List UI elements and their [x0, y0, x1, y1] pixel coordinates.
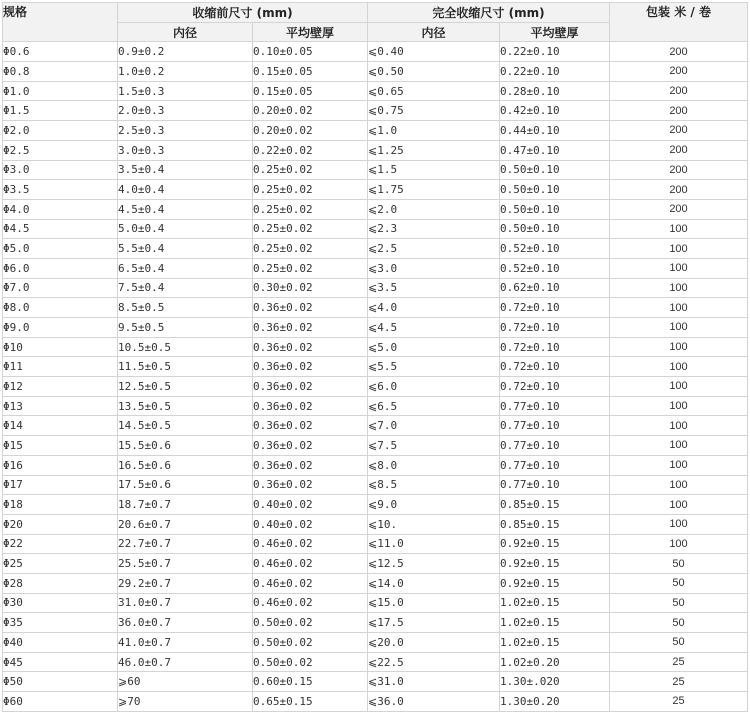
cell-inner-diameter-after: ⩽14.0: [368, 573, 500, 593]
cell-wall-thickness-after: 0.92±0.15: [500, 534, 610, 554]
table-row: [3, 298, 748, 318]
cell-wall-thickness-after: 0.77±0.10: [500, 455, 610, 475]
table-row: [3, 534, 748, 554]
cell-inner-diameter-after: ⩽4.0: [368, 298, 500, 318]
cell-inner-diameter-after: ⩽20.0: [368, 633, 500, 653]
cell-packaging: 100: [610, 318, 748, 338]
cell-spec: Φ28: [3, 573, 118, 593]
cell-inner-diameter-before: 1.0±0.2: [118, 62, 253, 82]
cell-inner-diameter-after: ⩽2.3: [368, 219, 500, 239]
cell-inner-diameter-before: 22.7±0.7: [118, 534, 253, 554]
table-row: [3, 692, 748, 712]
cell-spec: Φ1.5: [3, 101, 118, 121]
cell-wall-thickness-after: 0.52±0.10: [500, 258, 610, 278]
cell-inner-diameter-before: 3.0±0.3: [118, 140, 253, 160]
cell-inner-diameter-before: 7.5±0.4: [118, 278, 253, 298]
cell-spec: Φ8.0: [3, 298, 118, 318]
cell-wall-thickness-after: 1.30±.020: [500, 672, 610, 692]
cell-wall-thickness-after: 0.52±0.10: [500, 239, 610, 259]
cell-spec: Φ20: [3, 514, 118, 534]
cell-inner-diameter-before: 29.2±0.7: [118, 573, 253, 593]
cell-spec: Φ2.5: [3, 140, 118, 160]
table-row: [3, 652, 748, 672]
cell-packaging: 100: [610, 298, 748, 318]
table-header: [3, 3, 748, 42]
cell-packaging: 100: [610, 357, 748, 377]
cell-wall-thickness-after: 0.72±0.10: [500, 298, 610, 318]
cell-wall-thickness-before: 0.36±0.02: [253, 377, 368, 397]
cell-packaging: 200: [610, 140, 748, 160]
table-row: [3, 573, 748, 593]
cell-inner-diameter-before: 8.5±0.5: [118, 298, 253, 318]
cell-inner-diameter-after: ⩽12.5: [368, 554, 500, 574]
cell-inner-diameter-after: ⩽6.0: [368, 377, 500, 397]
cell-wall-thickness-before: 0.46±0.02: [253, 534, 368, 554]
table-row: [3, 140, 748, 160]
cell-packaging: 50: [610, 613, 748, 633]
header-wall-before: 平均壁厚: [253, 22, 368, 42]
cell-wall-thickness-after: 1.30±0.20: [500, 692, 610, 712]
cell-wall-thickness-after: 0.77±0.10: [500, 396, 610, 416]
cell-wall-thickness-before: 0.46±0.02: [253, 593, 368, 613]
cell-spec: Φ5.0: [3, 239, 118, 259]
cell-packaging: 50: [610, 593, 748, 613]
cell-inner-diameter-after: ⩽3.5: [368, 278, 500, 298]
cell-inner-diameter-after: ⩽2.5: [368, 239, 500, 259]
cell-wall-thickness-after: 0.50±0.10: [500, 199, 610, 219]
cell-packaging: 200: [610, 121, 748, 141]
cell-wall-thickness-before: 0.25±0.02: [253, 199, 368, 219]
cell-packaging: 100: [610, 278, 748, 298]
table-row: [3, 514, 748, 534]
table-row: [3, 593, 748, 613]
cell-inner-diameter-before: 0.9±0.2: [118, 42, 253, 62]
cell-packaging: 50: [610, 633, 748, 653]
header-packaging: 包装 米 / 卷: [610, 3, 748, 42]
table-row: [3, 81, 748, 101]
cell-spec: Φ22: [3, 534, 118, 554]
cell-packaging: 100: [610, 455, 748, 475]
cell-spec: Φ6.0: [3, 258, 118, 278]
table-row: [3, 633, 748, 653]
cell-inner-diameter-before: 16.5±0.6: [118, 455, 253, 475]
cell-wall-thickness-before: 0.22±0.02: [253, 140, 368, 160]
cell-packaging: 100: [610, 258, 748, 278]
cell-inner-diameter-after: ⩽3.0: [368, 258, 500, 278]
cell-packaging: 100: [610, 475, 748, 495]
cell-inner-diameter-before: ⩾70: [118, 692, 253, 712]
cell-spec: Φ14: [3, 416, 118, 436]
cell-wall-thickness-before: 0.36±0.02: [253, 475, 368, 495]
cell-wall-thickness-before: 0.10±0.05: [253, 42, 368, 62]
cell-packaging: 200: [610, 199, 748, 219]
cell-packaging: 200: [610, 42, 748, 62]
cell-wall-thickness-after: 0.72±0.10: [500, 318, 610, 338]
cell-spec: Φ15: [3, 436, 118, 456]
table-row: [3, 121, 748, 141]
cell-wall-thickness-after: 0.72±0.10: [500, 357, 610, 377]
cell-inner-diameter-after: ⩽31.0: [368, 672, 500, 692]
cell-inner-diameter-before: 18.7±0.7: [118, 495, 253, 515]
cell-spec: Φ11: [3, 357, 118, 377]
cell-inner-diameter-before: 2.5±0.3: [118, 121, 253, 141]
cell-wall-thickness-before: 0.20±0.02: [253, 121, 368, 141]
cell-wall-thickness-before: 0.60±0.15: [253, 672, 368, 692]
table-row: [3, 495, 748, 515]
cell-wall-thickness-before: 0.25±0.02: [253, 258, 368, 278]
cell-inner-diameter-before: 41.0±0.7: [118, 633, 253, 653]
header-before-shrink: 收缩前尺寸 (mm): [118, 3, 368, 23]
cell-packaging: 25: [610, 652, 748, 672]
cell-inner-diameter-after: ⩽17.5: [368, 613, 500, 633]
cell-inner-diameter-after: ⩽0.75: [368, 101, 500, 121]
cell-spec: Φ2.0: [3, 121, 118, 141]
cell-inner-diameter-after: ⩽11.0: [368, 534, 500, 554]
cell-wall-thickness-before: 0.25±0.02: [253, 239, 368, 259]
header-wall-after: 平均壁厚: [500, 22, 610, 42]
cell-spec: Φ25: [3, 554, 118, 574]
cell-packaging: 200: [610, 101, 748, 121]
cell-spec: Φ35: [3, 613, 118, 633]
cell-inner-diameter-after: ⩽0.50: [368, 62, 500, 82]
cell-inner-diameter-before: 13.5±0.5: [118, 396, 253, 416]
cell-wall-thickness-before: 0.50±0.02: [253, 652, 368, 672]
table-row: [3, 199, 748, 219]
cell-spec: Φ0.6: [3, 42, 118, 62]
cell-wall-thickness-before: 0.15±0.05: [253, 62, 368, 82]
cell-spec: Φ16: [3, 455, 118, 475]
cell-wall-thickness-after: 0.77±0.10: [500, 475, 610, 495]
cell-wall-thickness-before: 0.15±0.05: [253, 81, 368, 101]
cell-packaging: 200: [610, 62, 748, 82]
cell-inner-diameter-after: ⩽0.65: [368, 81, 500, 101]
cell-inner-diameter-after: ⩽22.5: [368, 652, 500, 672]
header-spec: 规格: [3, 3, 118, 42]
cell-inner-diameter-before: 46.0±0.7: [118, 652, 253, 672]
cell-inner-diameter-after: ⩽7.5: [368, 436, 500, 456]
cell-wall-thickness-before: 0.20±0.02: [253, 101, 368, 121]
cell-inner-diameter-before: 5.5±0.4: [118, 239, 253, 259]
cell-inner-diameter-before: 4.0±0.4: [118, 180, 253, 200]
cell-wall-thickness-before: 0.36±0.02: [253, 436, 368, 456]
cell-inner-diameter-before: 3.5±0.4: [118, 160, 253, 180]
table-row: [3, 278, 748, 298]
cell-wall-thickness-after: 0.47±0.10: [500, 140, 610, 160]
table-row: [3, 180, 748, 200]
cell-spec: Φ3.0: [3, 160, 118, 180]
cell-packaging: 200: [610, 180, 748, 200]
cell-inner-diameter-before: 17.5±0.6: [118, 475, 253, 495]
cell-inner-diameter-after: ⩽6.5: [368, 396, 500, 416]
cell-spec: Φ1.0: [3, 81, 118, 101]
cell-wall-thickness-after: 0.50±0.10: [500, 160, 610, 180]
cell-wall-thickness-before: 0.30±0.02: [253, 278, 368, 298]
cell-wall-thickness-before: 0.50±0.02: [253, 613, 368, 633]
cell-inner-diameter-after: ⩽8.5: [368, 475, 500, 495]
table-row: [3, 672, 748, 692]
cell-spec: Φ13: [3, 396, 118, 416]
cell-inner-diameter-after: ⩽9.0: [368, 495, 500, 515]
cell-spec: Φ12: [3, 377, 118, 397]
cell-wall-thickness-after: 0.22±0.10: [500, 42, 610, 62]
cell-inner-diameter-after: ⩽5.0: [368, 337, 500, 357]
cell-inner-diameter-after: ⩽4.5: [368, 318, 500, 338]
cell-inner-diameter-before: 10.5±0.5: [118, 337, 253, 357]
header-inner-after: 内径: [368, 22, 500, 42]
cell-packaging: 50: [610, 554, 748, 574]
cell-spec: Φ9.0: [3, 318, 118, 338]
cell-packaging: 100: [610, 396, 748, 416]
cell-wall-thickness-after: 0.42±0.10: [500, 101, 610, 121]
cell-wall-thickness-before: 0.36±0.02: [253, 396, 368, 416]
cell-wall-thickness-after: 0.92±0.15: [500, 554, 610, 574]
table-row: [3, 475, 748, 495]
table-row: [3, 219, 748, 239]
cell-wall-thickness-before: 0.40±0.02: [253, 495, 368, 515]
cell-wall-thickness-after: 0.50±0.10: [500, 219, 610, 239]
cell-wall-thickness-after: 0.72±0.10: [500, 337, 610, 357]
cell-wall-thickness-after: 0.22±0.10: [500, 62, 610, 82]
table-row: [3, 62, 748, 82]
table-row: [3, 554, 748, 574]
cell-wall-thickness-after: 1.02±0.15: [500, 613, 610, 633]
table-row: [3, 239, 748, 259]
cell-inner-diameter-before: 9.5±0.5: [118, 318, 253, 338]
cell-wall-thickness-after: 0.44±0.10: [500, 121, 610, 141]
cell-wall-thickness-before: 0.36±0.02: [253, 357, 368, 377]
cell-inner-diameter-before: 2.0±0.3: [118, 101, 253, 121]
cell-inner-diameter-before: ⩾60: [118, 672, 253, 692]
cell-spec: Φ4.0: [3, 199, 118, 219]
table-row: [3, 160, 748, 180]
cell-wall-thickness-before: 0.36±0.02: [253, 298, 368, 318]
table-row: [3, 258, 748, 278]
cell-spec: Φ50: [3, 672, 118, 692]
cell-packaging: 100: [610, 377, 748, 397]
cell-packaging: 100: [610, 416, 748, 436]
cell-inner-diameter-before: 12.5±0.5: [118, 377, 253, 397]
cell-spec: Φ17: [3, 475, 118, 495]
cell-wall-thickness-after: 0.77±0.10: [500, 436, 610, 456]
cell-spec: Φ7.0: [3, 278, 118, 298]
cell-inner-diameter-after: ⩽2.0: [368, 199, 500, 219]
table-row: [3, 396, 748, 416]
cell-wall-thickness-after: 1.02±0.15: [500, 633, 610, 653]
header-inner-before: 内径: [118, 22, 253, 42]
cell-wall-thickness-before: 0.25±0.02: [253, 160, 368, 180]
cell-wall-thickness-after: 0.72±0.10: [500, 377, 610, 397]
header-row-1: [3, 3, 748, 23]
table-row: [3, 318, 748, 338]
cell-packaging: 200: [610, 160, 748, 180]
cell-inner-diameter-after: ⩽1.75: [368, 180, 500, 200]
cell-spec: Φ10: [3, 337, 118, 357]
cell-spec: Φ40: [3, 633, 118, 653]
cell-wall-thickness-before: 0.40±0.02: [253, 514, 368, 534]
cell-inner-diameter-after: ⩽15.0: [368, 593, 500, 613]
cell-inner-diameter-before: 5.0±0.4: [118, 219, 253, 239]
cell-inner-diameter-after: ⩽1.0: [368, 121, 500, 141]
cell-spec: Φ3.5: [3, 180, 118, 200]
cell-wall-thickness-before: 0.46±0.02: [253, 573, 368, 593]
cell-inner-diameter-before: 15.5±0.6: [118, 436, 253, 456]
header-after-shrink: 完全收缩尺寸 (mm): [368, 3, 610, 23]
cell-inner-diameter-before: 14.5±0.5: [118, 416, 253, 436]
cell-spec: Φ4.5: [3, 219, 118, 239]
cell-spec: Φ18: [3, 495, 118, 515]
table-row: [3, 613, 748, 633]
cell-spec: Φ45: [3, 652, 118, 672]
cell-spec: Φ60: [3, 692, 118, 712]
cell-inner-diameter-after: ⩽8.0: [368, 455, 500, 475]
cell-inner-diameter-after: ⩽1.25: [368, 140, 500, 160]
cell-packaging: 200: [610, 81, 748, 101]
cell-inner-diameter-before: 36.0±0.7: [118, 613, 253, 633]
table-row: [3, 436, 748, 456]
cell-inner-diameter-after: ⩽7.0: [368, 416, 500, 436]
cell-packaging: 25: [610, 692, 748, 712]
cell-inner-diameter-after: ⩽5.5: [368, 357, 500, 377]
cell-wall-thickness-after: 0.62±0.10: [500, 278, 610, 298]
table-row: [3, 101, 748, 121]
cell-packaging: 100: [610, 495, 748, 515]
cell-packaging: 100: [610, 239, 748, 259]
cell-packaging: 100: [610, 534, 748, 554]
cell-inner-diameter-before: 31.0±0.7: [118, 593, 253, 613]
cell-wall-thickness-after: 1.02±0.20: [500, 652, 610, 672]
cell-spec: Φ30: [3, 593, 118, 613]
table-body: [3, 42, 748, 711]
cell-packaging: 25: [610, 672, 748, 692]
cell-wall-thickness-after: 0.77±0.10: [500, 416, 610, 436]
cell-packaging: 100: [610, 436, 748, 456]
cell-inner-diameter-before: 1.5±0.3: [118, 81, 253, 101]
table-row: [3, 377, 748, 397]
cell-wall-thickness-after: 0.28±0.10: [500, 81, 610, 101]
cell-inner-diameter-before: 20.6±0.7: [118, 514, 253, 534]
cell-wall-thickness-before: 0.36±0.02: [253, 337, 368, 357]
table-row: [3, 337, 748, 357]
spec-table: [2, 2, 748, 712]
table-row: [3, 42, 748, 62]
table-row: [3, 357, 748, 377]
cell-inner-diameter-before: 11.5±0.5: [118, 357, 253, 377]
cell-wall-thickness-before: 0.36±0.02: [253, 455, 368, 475]
cell-wall-thickness-before: 0.46±0.02: [253, 554, 368, 574]
cell-wall-thickness-after: 0.92±0.15: [500, 573, 610, 593]
cell-inner-diameter-before: 4.5±0.4: [118, 199, 253, 219]
cell-inner-diameter-after: ⩽1.5: [368, 160, 500, 180]
cell-wall-thickness-after: 0.85±0.15: [500, 514, 610, 534]
cell-packaging: 100: [610, 337, 748, 357]
cell-wall-thickness-after: 1.02±0.15: [500, 593, 610, 613]
cell-packaging: 100: [610, 219, 748, 239]
cell-inner-diameter-after: ⩽36.0: [368, 692, 500, 712]
cell-wall-thickness-before: 0.50±0.02: [253, 633, 368, 653]
cell-wall-thickness-before: 0.36±0.02: [253, 416, 368, 436]
cell-inner-diameter-before: 25.5±0.7: [118, 554, 253, 574]
cell-inner-diameter-before: 6.5±0.4: [118, 258, 253, 278]
table-row: [3, 455, 748, 475]
cell-packaging: 50: [610, 573, 748, 593]
cell-wall-thickness-before: 0.65±0.15: [253, 692, 368, 712]
cell-wall-thickness-after: 0.50±0.10: [500, 180, 610, 200]
cell-wall-thickness-before: 0.25±0.02: [253, 219, 368, 239]
cell-wall-thickness-after: 0.85±0.15: [500, 495, 610, 515]
cell-spec: Φ0.8: [3, 62, 118, 82]
table-row: [3, 416, 748, 436]
cell-inner-diameter-after: ⩽10.: [368, 514, 500, 534]
cell-inner-diameter-after: ⩽0.40: [368, 42, 500, 62]
cell-packaging: 100: [610, 514, 748, 534]
cell-wall-thickness-before: 0.36±0.02: [253, 318, 368, 338]
cell-wall-thickness-before: 0.25±0.02: [253, 180, 368, 200]
